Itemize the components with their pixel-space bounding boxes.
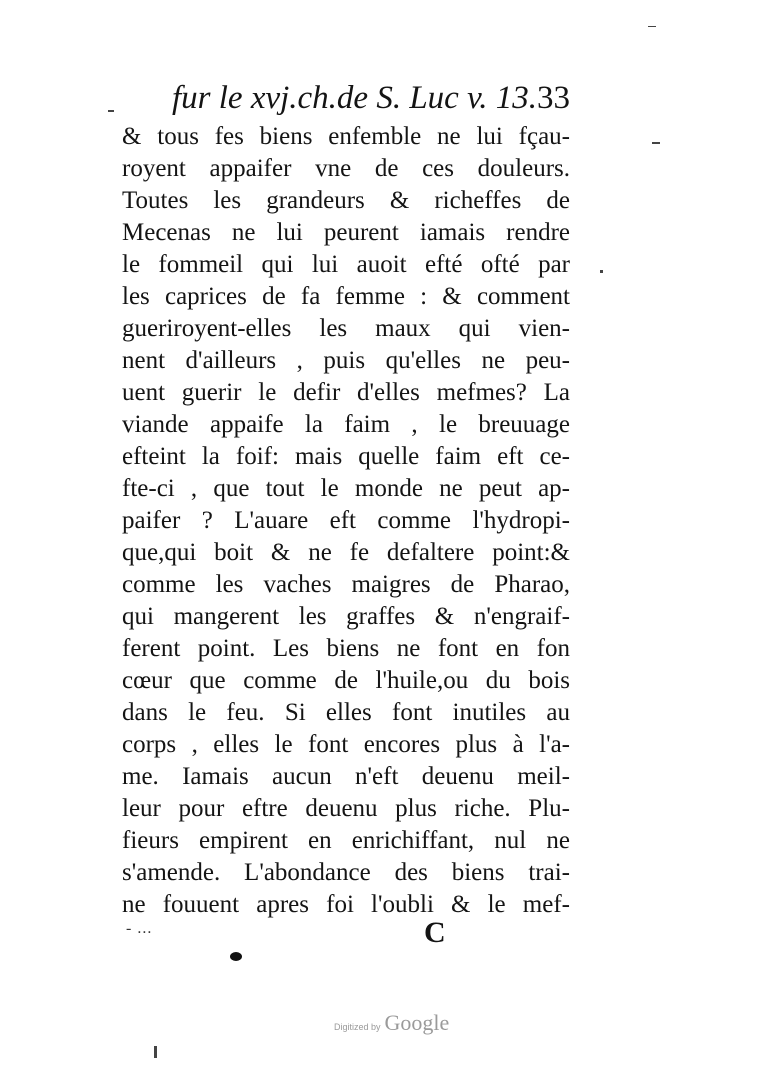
text-line: que,qui boit & ne fe defaltere point:& bbox=[122, 539, 570, 566]
text-line: Toutes les grandeurs & richeffes de bbox=[122, 187, 570, 214]
text-line: royent appaifer vne de ces douleurs. bbox=[122, 155, 570, 182]
watermark-prefix: Digitized by bbox=[334, 1022, 381, 1032]
text-line: corps , elles le font encores plus à l'a- bbox=[122, 731, 570, 758]
running-header bbox=[172, 80, 572, 124]
text-line: me. Iamais aucun n'eft deuenu meil- bbox=[122, 763, 570, 790]
text-line: efteint la foif: mais quelle faim eft ce- bbox=[122, 443, 570, 470]
running-title: fur le xvj.ch.de S. Luc v. 13. bbox=[172, 80, 538, 116]
text-line: gueriroyent-elles les maux qui vien- bbox=[122, 315, 570, 342]
margin-mark bbox=[154, 1046, 157, 1058]
text-line: leur pour eftre deuenu plus riche. Plu- bbox=[122, 795, 570, 822]
text-line: ne fouuent apres foi l'oubli & le mef- bbox=[122, 891, 570, 918]
text-line: qui mangerent les graffes & n'engraif- bbox=[122, 603, 570, 630]
text-line: dans le feu. Si elles font inutiles au bbox=[122, 699, 570, 726]
text-line: viande appaife la faim , le breuuage bbox=[122, 411, 570, 438]
margin-mark bbox=[648, 26, 656, 27]
text-line: uent guerir le defir d'elles mefmes? La bbox=[122, 379, 570, 406]
margin-mark bbox=[652, 142, 660, 144]
text-line: Mecenas ne lui peurent iamais rendre bbox=[122, 219, 570, 246]
margin-mark bbox=[600, 270, 603, 273]
text-line: paifer ? L'auare eft comme l'hydropi- bbox=[122, 507, 570, 534]
text-line: les caprices de fa femme : & comment bbox=[122, 283, 570, 310]
signature-mark: - ... bbox=[126, 920, 153, 937]
text-line: fieurs empirent en enrichiffant, nul ne bbox=[122, 827, 570, 854]
watermark-brand: Google bbox=[384, 1010, 450, 1035]
text-line: fte-ci , que tout le monde ne peut ap- bbox=[122, 475, 570, 502]
page-number: 33 bbox=[537, 80, 570, 116]
ink-blot bbox=[230, 952, 242, 961]
text-line: s'amende. L'abondance des biens trai- bbox=[122, 859, 570, 886]
digitized-by-google-watermark bbox=[334, 1010, 449, 1036]
margin-mark bbox=[108, 110, 114, 112]
text-line: & tous fes biens enfemble ne lui fçau- bbox=[122, 123, 570, 150]
text-line: ferent point. Les biens ne font en fon bbox=[122, 635, 570, 662]
text-line: le fommeil qui lui auoit efté ofté par bbox=[122, 251, 570, 278]
catchword: C bbox=[424, 916, 446, 949]
text-line: nent d'ailleurs , puis qu'elles ne peu- bbox=[122, 347, 570, 374]
text-line: comme les vaches maigres de Pharao, bbox=[122, 571, 570, 598]
text-line: cœur que comme de l'huile,ou du bois bbox=[122, 667, 570, 694]
body-text bbox=[122, 121, 570, 921]
